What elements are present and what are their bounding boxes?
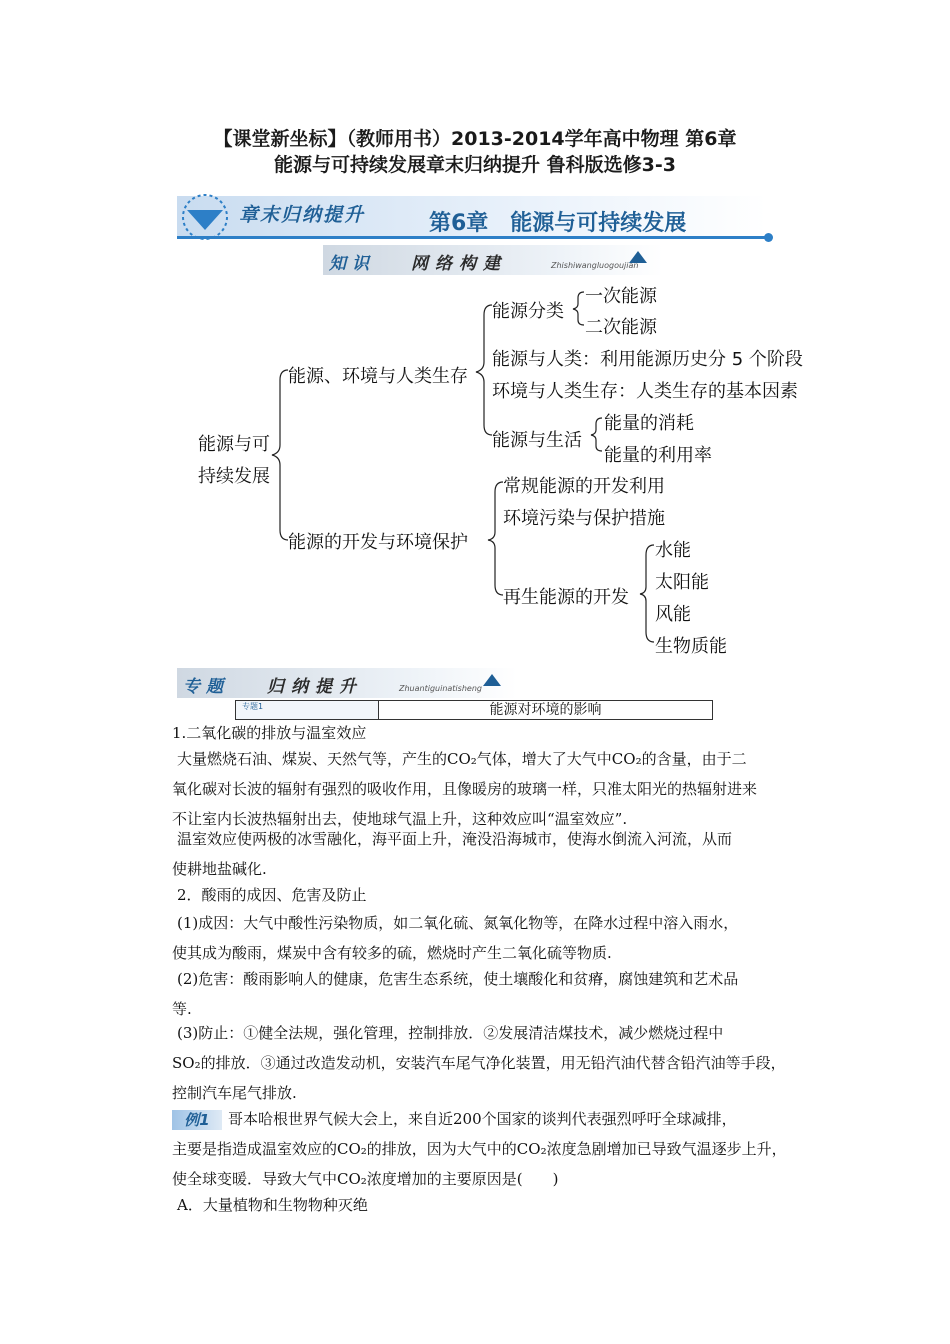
life-node: 能源与生活 — [492, 430, 582, 451]
classify-node: 能源分类 — [492, 301, 564, 322]
branch2-label: 能源的开发与环境保护 — [288, 532, 468, 553]
branch1-label: 能源、环境与人类生存 — [288, 366, 468, 387]
topic-header-pinyin: Zhuantiguinatisheng — [399, 684, 482, 693]
renewable-node: 再生能源的开发 — [503, 587, 629, 608]
paragraph-harm: (2)危害：酸雨影响人的健康，危害生态系统，使土壤酸化和贫瘠，腐蚀建筑和艺术品 等. — [172, 970, 739, 1018]
human-node: 能源与人类：利用能源历史分 5 个阶段 — [492, 349, 803, 370]
banner-left-label: 章末归纳提升 — [239, 204, 366, 226]
heading-acid-rain: 2．酸雨的成因、危害及防止 — [177, 886, 367, 904]
env-node: 环境与人类生存：人类生存的基本因素 — [492, 381, 798, 402]
topic-header-a: 专题 — [183, 677, 229, 697]
classify-item-1: 一次能源 — [585, 286, 657, 307]
mindmap-root-line2: 持续发展 — [198, 466, 270, 487]
paragraph-greenhouse: 大量燃烧石油、煤炭、天然气等，产生的CO₂气体，增大了大气中CO₂的含量，由于二 氧化碳对长波的辐射有强烈的吸收作用，且像暖房的玻璃一样，只准太阳光的热辐射进来 不让室内长波热辐射出去，使地球气温上升，这种效应叫“温室效应”. — [172, 750, 758, 828]
life-item-1: 能量的消耗 — [604, 413, 694, 434]
topic-header-b: 归纳提升 — [267, 677, 363, 697]
renewable-item-3: 风能 — [655, 604, 691, 625]
paragraph-cause: (1)成因：大气中酸性污染物质，如二氧化硫、氮氧化物等，在降水过程中溶入雨水， 使其成为酸雨，煤炭中含有较多的硫，燃烧时产生二氧化硫等物质. — [172, 914, 739, 962]
pollution-node: 环境污染与保护措施 — [503, 508, 665, 529]
doc-title-line1: 【课堂新坐标】（教师用书）2013-2014学年高中物理 第6章 — [213, 128, 737, 150]
paragraph-prevention: (3)防止：①健全法规，强化管理，控制排放．②发展清洁煤技术，减少燃烧过程中 SO₂的排放．③通过改造发动机，安装汽车尾气净化装置，用无铅汽油代替含铅汽油等手段， 控制汽车尾气排放. — [172, 1024, 786, 1102]
heading-co2: 1.二氧化碳的排放与温室效应 — [172, 724, 367, 742]
renewable-item-2: 太阳能 — [655, 572, 709, 593]
topic-header — [177, 668, 517, 698]
example-1: 例1 哥本哈根世界气候大会上，来自近200个国家的谈判代表强烈呼吁全球减排， 主要是指造成温室效应的CO₂的排放，因为大气中的CO₂浓度急剧增加已导致气温逐步上升， 使全球变暖．导致大气中CO₂浓度增加的主要原因是( ) — [172, 1110, 787, 1188]
mindmap-root-line1: 能源与可 — [198, 434, 270, 455]
example-tag: 例1 — [172, 1110, 222, 1130]
renewable-item-4: 生物质能 — [655, 636, 727, 657]
topic-title: 能源对环境的影响 — [489, 702, 602, 718]
renewable-item-1: 水能 — [655, 540, 691, 561]
knowledge-header-a: 知识 — [329, 254, 375, 274]
topic-box — [235, 700, 713, 720]
knowledge-header-pinyin: Zhishiwangluogoujian — [551, 261, 639, 270]
classify-item-2: 二次能源 — [585, 317, 657, 338]
option-a: A．大量植物和生物物种灭绝 — [177, 1196, 368, 1214]
triangle-icon — [483, 674, 501, 686]
mindmap-brackets — [0, 0, 950, 660]
topic-tag: 专题1 — [236, 701, 379, 719]
paragraph-effects: 温室效应使两极的冰雪融化，海平面上升，淹没沿海城市，使海水倒流入河流，从而 使耕地盐碱化. — [172, 830, 733, 878]
knowledge-header-b: 网络构建 — [411, 254, 507, 274]
conventional-node: 常规能源的开发利用 — [503, 476, 665, 497]
life-item-2: 能量的利用率 — [604, 445, 712, 466]
doc-title-line2: 能源与可持续发展章末归纳提升 鲁科版选修3-3 — [274, 154, 676, 176]
chapter-title: 第6章 能源与可持续发展 — [429, 211, 687, 236]
